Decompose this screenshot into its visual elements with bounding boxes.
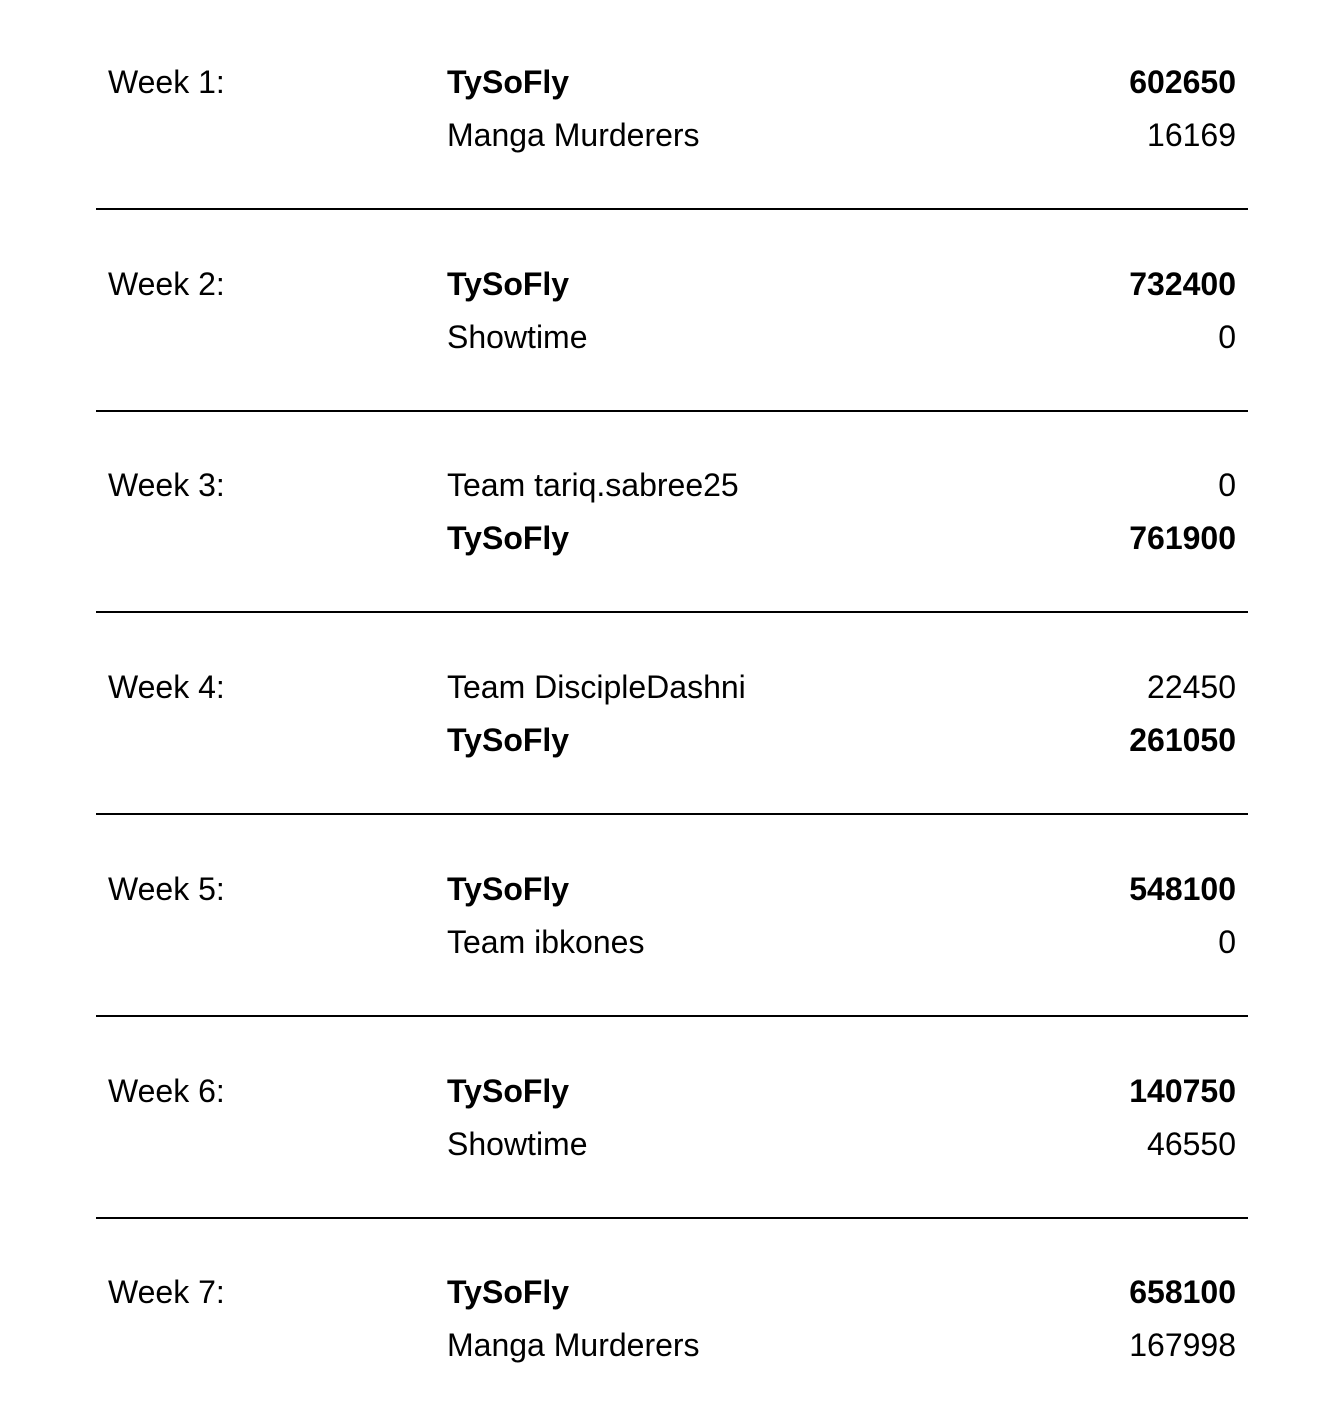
team-score: 0 <box>1218 319 1236 355</box>
week-label: Week 7: <box>108 1274 225 1310</box>
week-label: Week 3: <box>108 467 225 503</box>
matchup-row <box>447 922 1236 962</box>
week-label: Week 1: <box>108 64 225 100</box>
team-name: TySoFly <box>447 1073 570 1109</box>
matchup-row <box>447 869 1236 909</box>
matchup-row <box>447 62 1236 102</box>
matchup-row <box>447 1325 1236 1365</box>
matchup-row <box>447 720 1236 760</box>
week-label: Week 4: <box>108 669 225 705</box>
matchup-row <box>447 1124 1236 1164</box>
team-score: 658100 <box>1129 1274 1236 1310</box>
matchup-row <box>447 264 1236 304</box>
team-name: TySoFly <box>447 871 570 907</box>
team-name: TySoFly <box>447 266 570 302</box>
matchup-row <box>447 465 1236 505</box>
team-name: Showtime <box>447 1126 588 1162</box>
matchup-row <box>447 115 1236 155</box>
matchup-row <box>447 667 1236 707</box>
team-score: 16169 <box>1147 117 1236 153</box>
matchup-row <box>447 317 1236 357</box>
team-score: 22450 <box>1147 669 1236 705</box>
team-name: Team ibkones <box>447 924 645 960</box>
team-name: Team tariq.sabree25 <box>447 467 739 503</box>
week-4-block <box>96 613 1248 815</box>
week-2-block <box>96 210 1248 412</box>
week-label: Week 5: <box>108 871 225 907</box>
team-score: 167998 <box>1129 1327 1236 1363</box>
week-7-block <box>96 1218 1248 1420</box>
team-name: TySoFly <box>447 1274 570 1310</box>
team-score: 140750 <box>1129 1073 1236 1109</box>
week-6-block <box>96 1017 1248 1219</box>
team-name: TySoFly <box>447 64 570 100</box>
team-score: 0 <box>1218 924 1236 960</box>
team-name: Showtime <box>447 319 588 355</box>
team-name: TySoFly <box>447 722 570 758</box>
matchup-row <box>447 1272 1236 1312</box>
team-score: 602650 <box>1129 64 1236 100</box>
team-score: 732400 <box>1129 266 1236 302</box>
team-score: 761900 <box>1129 520 1236 556</box>
matchup-row <box>447 518 1236 558</box>
team-score: 261050 <box>1129 722 1236 758</box>
team-name: Manga Murderers <box>447 1327 700 1363</box>
team-name: TySoFly <box>447 520 570 556</box>
week-3-block <box>96 411 1248 613</box>
week-5-block <box>96 815 1248 1017</box>
team-score: 0 <box>1218 467 1236 503</box>
team-name: Team DiscipleDashni <box>447 669 746 705</box>
team-score: 46550 <box>1147 1126 1236 1162</box>
matchup-row <box>447 1071 1236 1111</box>
week-label: Week 6: <box>108 1073 225 1109</box>
team-score: 548100 <box>1129 871 1236 907</box>
team-name: Manga Murderers <box>447 117 700 153</box>
week-1-block <box>96 8 1248 210</box>
week-label: Week 2: <box>108 266 225 302</box>
